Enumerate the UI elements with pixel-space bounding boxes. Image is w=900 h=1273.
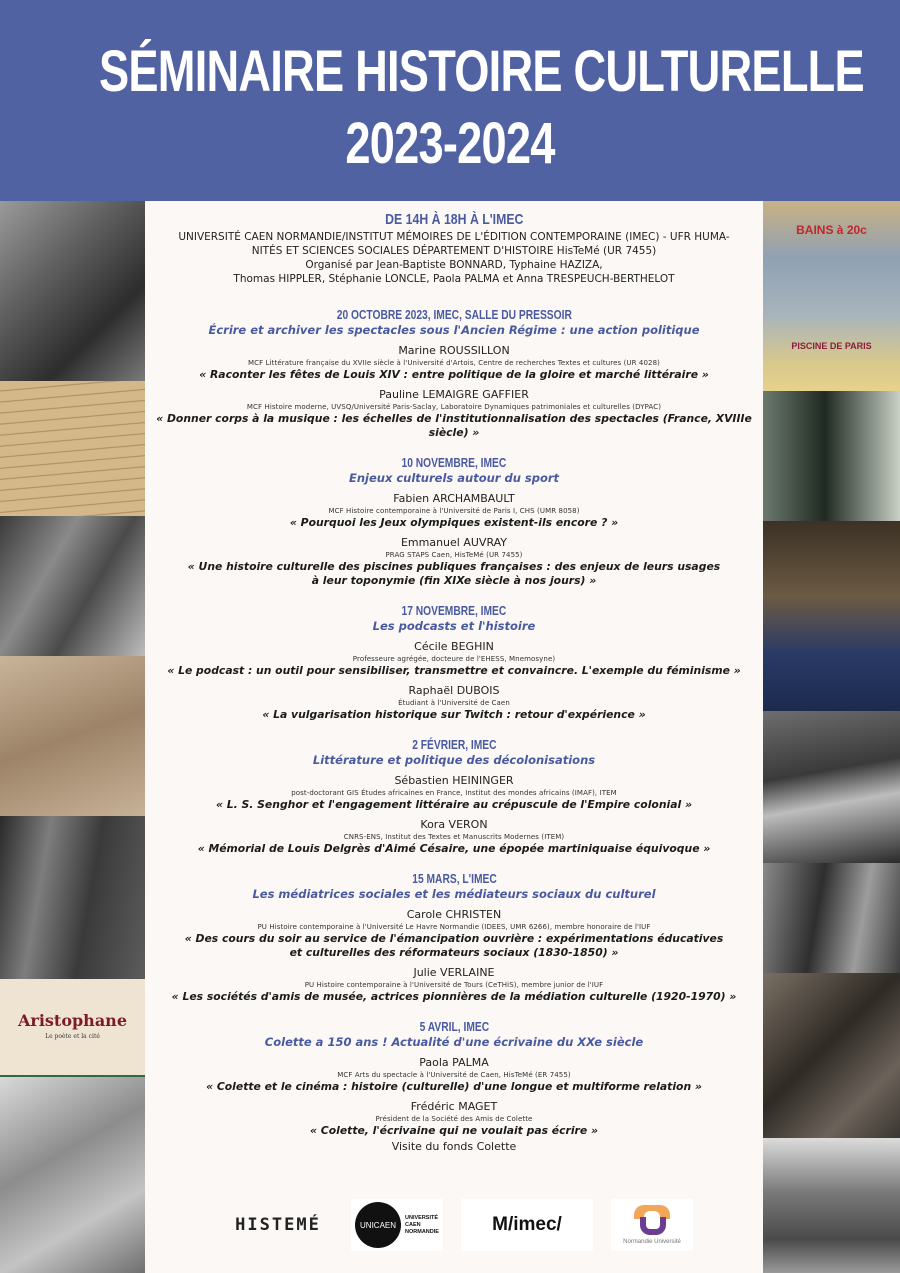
photo-group-building (763, 863, 900, 973)
session-theme: Les podcasts et l'histoire (372, 619, 536, 633)
photo-colette-portrait (0, 201, 145, 381)
intro-line: Thomas HIPPLER, Stéphanie LONCLE, Paola PALMA et Anna TRESPEUCH-BERTHELOT (233, 273, 675, 285)
speaker-name: Marine ROUSSILLON (398, 344, 510, 357)
speaker-name: Carole CHRISTEN (406, 908, 502, 921)
session-5-avril (145, 1016, 763, 1154)
session-theme: Écrire et archiver les spectacles sous l'Ancien Régime : une action politique (208, 323, 700, 337)
photo-two-men (763, 391, 900, 521)
session-date: 20 OCTOBRE 2023, IMEC, SALLE DU PRESSOIR (336, 308, 572, 322)
photo-people-table (763, 973, 900, 1138)
speaker-name: Raphaël DUBOIS (408, 684, 500, 697)
intro-line: NITÉS ET SCIENCES SOCIALES DÉPARTEMENT D'HISTOIRE HisTeMé (UR 7455) (251, 245, 657, 257)
speaker-affiliation: Professeure agrégée, docteure de l'EHESS, Mnemosyne) (352, 655, 556, 663)
intro-line: Organisé par Jean-Baptiste BONNARD, Typhaine HAZIZA, (305, 259, 603, 271)
unicaen-text-line: NORMANDIE (405, 1228, 439, 1235)
talk-title: et culturelles des réformateurs sociaux (1830-1850) » (289, 946, 619, 959)
speaker-affiliation: PU Histoire contemporaine à l'Université Le Havre Normandie (IDEES, UMR 6266), membre honoraire de l'IUF (257, 923, 651, 931)
session-15-mars (145, 868, 763, 1004)
speaker-affiliation: Étudiant à l'Université de Caen (398, 699, 510, 707)
speaker-name: Paola PALMA (419, 1056, 489, 1069)
talk-title: « Donner corps à la musique : les échelles de l'institutionnalisation des spectacles (France, XVIIIe siècle) » (156, 412, 752, 439)
session-theme: Littérature et politique des décolonisations (312, 753, 596, 767)
photo-colette-desk (0, 816, 145, 979)
talk-title: « Colette et le cinéma : histoire (culturelle) d'une longue et multiforme relation » (206, 1080, 702, 1093)
session-17-novembre (145, 600, 763, 722)
logo-normandie-universite (611, 1199, 693, 1251)
unicaen-text-line: UNIVERSITÉ (405, 1214, 439, 1221)
speaker-name: Kora VERON (420, 818, 488, 831)
talk-title: « Colette, l'écrivaine qui ne voulait pas écrire » (310, 1124, 598, 1137)
session-date: 15 MARS, L'IMEC (411, 872, 497, 886)
session-theme: Enjeux culturels autour du sport (348, 471, 560, 485)
intro-block (145, 201, 763, 286)
speaker-name: Fabien ARCHAMBAULT (393, 492, 515, 505)
session-date: 5 AVRIL, IMEC (419, 1020, 489, 1034)
session-theme: Colette a 150 ans ! Actualité d'une écrivaine du XXe siècle (264, 1035, 644, 1049)
logo-unicaen (351, 1199, 443, 1251)
speaker-affiliation: MCF Arts du spectacle à l'Université de Caen, HisTeMé (ER 7455) (337, 1071, 571, 1079)
poster-header (0, 0, 900, 201)
talk-title: « La vulgarisation historique sur Twitch : retour d'expérience » (262, 708, 646, 721)
speaker-name: Emmanuel AUVRAY (400, 536, 508, 549)
normandie-universite-text: Normandie Université (623, 1239, 681, 1245)
partner-logos (223, 1197, 693, 1253)
photo-swimmers-diving (763, 711, 900, 863)
talk-title: « Raconter les fêtes de Louis XIV : entre politique de la gloire et marché littéraire » (199, 368, 709, 381)
session-20-octobre (145, 304, 763, 440)
logo-histeme: HISTEMÉ (235, 1215, 321, 1235)
photo-bathers-engraving (0, 656, 145, 816)
logo-imec: M/imec/ (461, 1199, 593, 1251)
talk-title: à leur toponymie (fin XIXe siècle à nos jours) » (311, 574, 597, 587)
speaker-affiliation: Président de la Société des Amis de Colette (375, 1115, 533, 1123)
session-theme: Les médiatrices sociales et les médiateurs sociaux du culturel (252, 887, 656, 901)
intro-time: DE 14H À 18H À L'IMEC (384, 211, 524, 228)
photo-aristophane-banner[interactable] (0, 979, 145, 1075)
photo-dancer-stage (763, 521, 900, 711)
session-2-fevrier (145, 734, 763, 856)
talk-title: « Pourquoi les Jeux olympiques existent-ils encore ? » (289, 516, 619, 529)
talk-title: « Le podcast : un outil pour sensibiliser, transmettre et convaincre. L'exemple du féminisme » (167, 664, 741, 677)
talk-title: « Les sociétés d'amis de musée, actrices pionnières de la médiation culturelle (1920-1970) » (171, 990, 737, 1003)
talk-title: « L. S. Senghor et l'engagement littéraire au crépuscule de l'Empire colonial » (216, 798, 692, 811)
photo-man-with-mask (0, 516, 145, 656)
intro-line: UNIVERSITÉ CAEN NORMANDIE/INSTITUT MÉMOIRES DE L'ÉDITION CONTEMPORAINE (IMEC) - UFR HUMA- (178, 231, 730, 243)
session-date: 17 NOVEMBRE, IMEC (401, 604, 507, 618)
poster-piscine-text: PISCINE DE PARIS (791, 341, 872, 351)
photo-piscine-poster (763, 201, 900, 391)
speaker-name: Frédéric MAGET (410, 1100, 498, 1113)
unicaen-text-line: CAEN (405, 1221, 421, 1228)
program-content (145, 201, 763, 1273)
talk-title: « Des cours du soir au service de l'émancipation ouvrière : expérimentations éducatives (184, 932, 724, 945)
session-date: 2 FÉVRIER, IMEC (411, 738, 497, 752)
speaker-affiliation: CNRS-ENS, Institut des Textes et Manuscrits Modernes (ITEM) (343, 833, 565, 841)
speaker-affiliation: MCF Histoire contemporaine à l'Université de Paris I, CHS (UMR 8058) (328, 507, 580, 515)
photo-historic-pool (763, 1138, 900, 1273)
speaker-affiliation: MCF Littérature française du XVIIe siècle à l'Université d'Artois, Centre de recherches Textes et cultures (UR 4028) (248, 359, 660, 367)
speaker-name: Sébastien HEININGER (394, 774, 514, 787)
visit-note: Visite du fonds Colette (391, 1140, 517, 1153)
photo-manuscript (0, 381, 145, 516)
photo-classroom-engraving (0, 1075, 145, 1273)
unicaen-circle: UNICAEN (355, 1202, 401, 1248)
talk-title: « Mémorial de Louis Delgrès d'Aimé Césaire, une épopée martiniquaise équivoque » (197, 842, 711, 855)
right-photo-strip (763, 201, 900, 1273)
session-10-novembre (145, 452, 763, 588)
speaker-affiliation: PRAG STAPS Caen, HisTeMé (UR 7455) (385, 551, 523, 559)
speaker-affiliation: post-doctorant GIS Études africaines en France, Institut des mondes africains (IMAF), ITEM (291, 789, 617, 797)
left-photo-strip (0, 201, 145, 1273)
speaker-name: Cécile BEGHIN (414, 640, 494, 653)
speaker-name: Pauline LEMAIGRE GAFFIER (379, 388, 529, 401)
speaker-affiliation: MCF Histoire moderne, UVSQ/Université Paris-Saclay, Laboratoire Dynamiques patrimoniales et culturelles (DYPAC) (246, 403, 662, 411)
unicaen-text (405, 1215, 439, 1236)
normandie-universite-icon (632, 1205, 672, 1237)
session-date: 10 NOVEMBRE, IMEC (401, 456, 507, 470)
aristophane-subtitle: Le poète et la cité (45, 1033, 100, 1040)
poster-title: SÉMINAIRE HISTOIRE CULTURELLE (99, 39, 864, 104)
aristophane-title: Aristophane (18, 1011, 127, 1030)
poster-year: 2023-2024 (345, 111, 555, 176)
speaker-name: Julie VERLAINE (413, 966, 495, 979)
talk-title: « Une histoire culturelle des piscines publiques françaises : des enjeux de leurs usages (187, 560, 721, 573)
speaker-affiliation: PU Histoire contemporaine à l'Université de Tours (CeTHiS), membre junior de l'IUF (304, 981, 604, 989)
poster-bains-text: BAINS à 20c (796, 223, 867, 237)
